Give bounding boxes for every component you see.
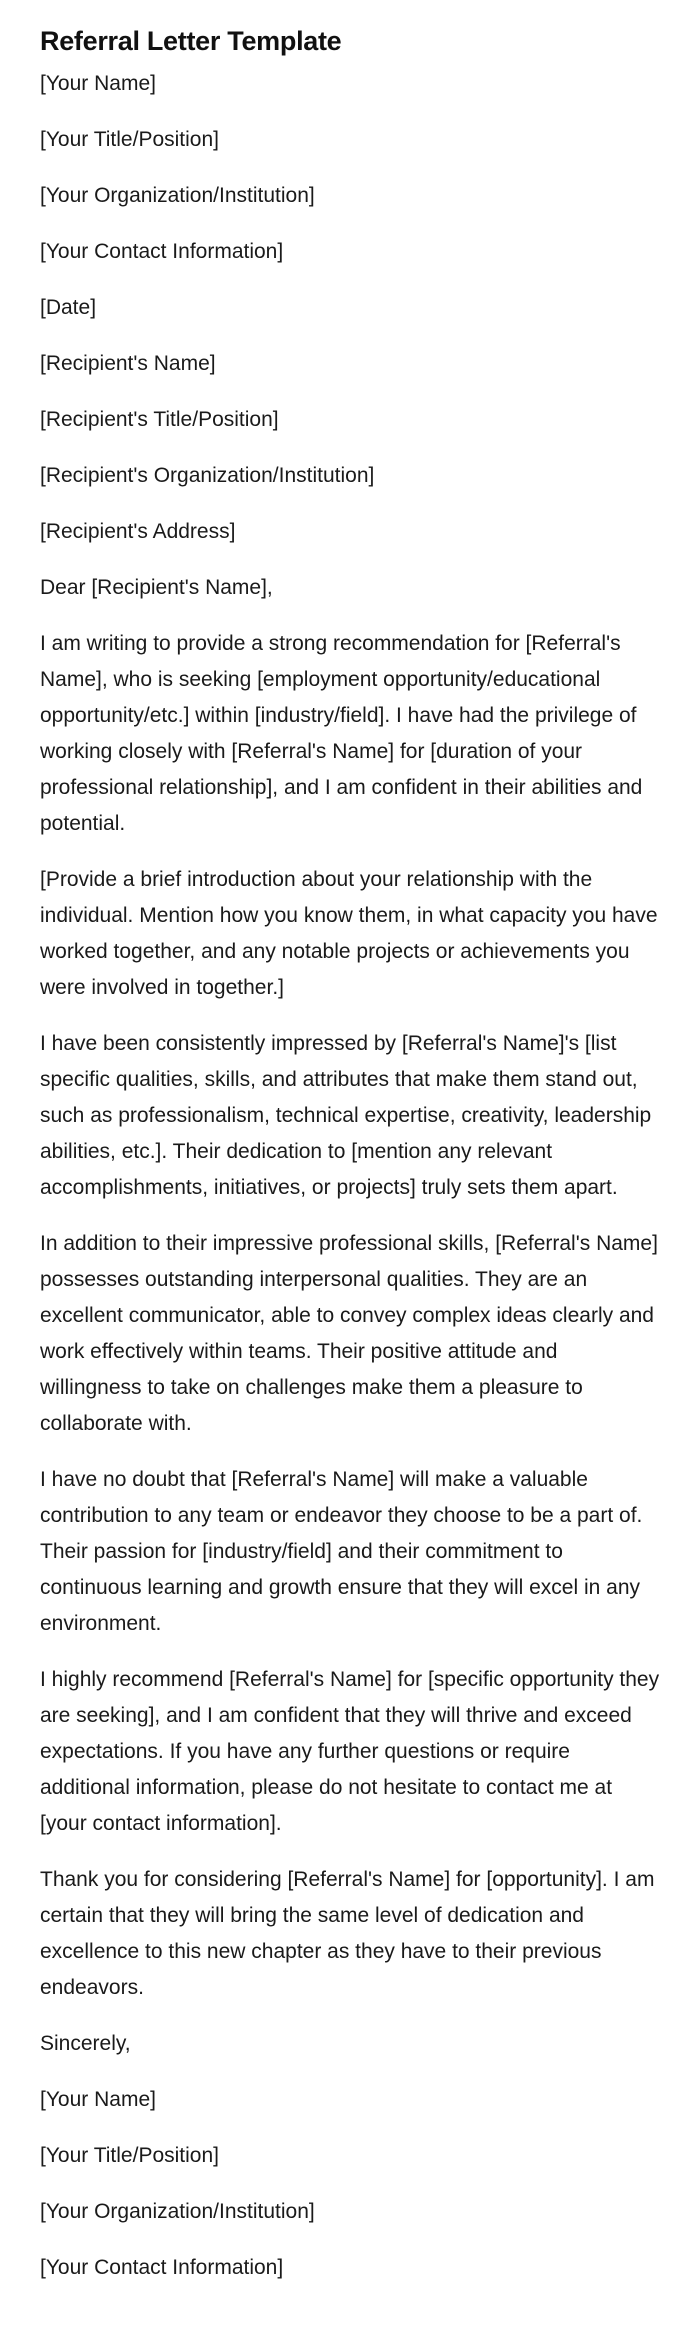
document-title: Referral Letter Template (40, 26, 342, 56)
body-paragraph-5: I have no doubt that [Referral's Name] will make a valuable contribution to any team or endeavor they choose to be a part of. Their passion for [industry/field] and their commitment to continuous learning and growth ensure that they will excel in any environment. (40, 1468, 643, 1635)
body-paragraph-6: I highly recommend [Referral's Name] for [specific opportunity they are seeking], and I am confident that they will thrive and exceed expectations. If you have any further questions or require additional information, please do not hesitate to contact me at [your contact information]. (40, 1668, 660, 1835)
letter-date: [Date] (40, 296, 97, 319)
sender-name: [Your Name] (40, 72, 156, 95)
body-paragraph-4: In addition to their impressive professional skills, [Referral's Name] possesses outstanding interpersonal qualities. They are an excellent communicator, able to convey complex ideas clearly and work effectively within teams. Their positive attitude and willingness to take on challenges make them a pleasure to collaborate with. (40, 1232, 658, 1435)
body-paragraph-2: [Provide a brief introduction about your relationship with the individual. Mention how you know them, in what capacity you have worked together, and any notable projects or achievements you were involved in together.] (40, 868, 658, 999)
recipient-address: [Recipient's Address] (40, 520, 236, 543)
recipient-name: [Recipient's Name] (40, 352, 216, 375)
body-paragraph-3: I have been consistently impressed by [Referral's Name]'s [list specific qualities, skills, and attributes that make them stand out, such as professionalism, technical expertise, creativity, leadership abilities, etc.]. Their dedication to [mention any relevant accomplishments, initiatives, or projects] truly sets them apart. (40, 1032, 652, 1199)
closing: Sincerely, (40, 2032, 131, 2055)
signature-organization: [Your Organization/Institution] (40, 2200, 315, 2223)
signature-name: [Your Name] (40, 2088, 156, 2111)
body-paragraph-7: Thank you for considering [Referral's Name] for [opportunity]. I am certain that they will bring the same level of dedication and excellence to this new chapter as they have to their previous endeavors. (40, 1868, 655, 1999)
signature-contact: [Your Contact Information] (40, 2256, 284, 2279)
signature-title: [Your Title/Position] (40, 2144, 219, 2167)
sender-title: [Your Title/Position] (40, 128, 219, 151)
sender-organization: [Your Organization/Institution] (40, 184, 315, 207)
recipient-title: [Recipient's Title/Position] (40, 408, 279, 431)
body-paragraph-1: I am writing to provide a strong recommendation for [Referral's Name], who is seeking [employment opportunity/educational opportunity/etc.] within [industry/field]. I have had the privilege of working closely with [Referral's Name] for [duration of your professional relationship], and I am confident in their abilities and potential. (40, 632, 643, 835)
sender-contact: [Your Contact Information] (40, 240, 284, 263)
salutation: Dear [Recipient's Name], (40, 576, 273, 599)
recipient-organization: [Recipient's Organization/Institution] (40, 464, 375, 487)
